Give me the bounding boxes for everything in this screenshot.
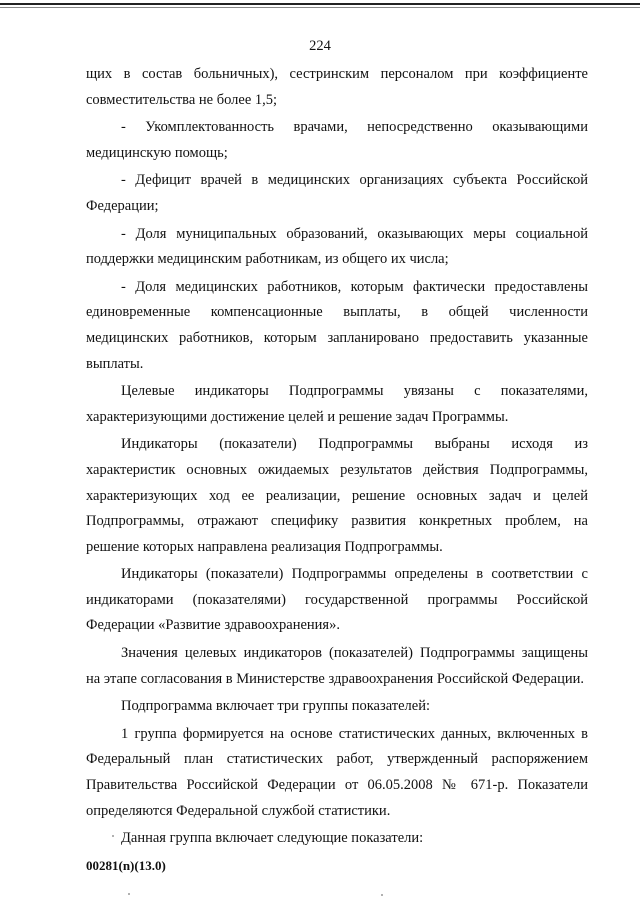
paragraph-group-one-list-intro: Данная группа включает следующие показатели:: [121, 830, 424, 847]
scan-speck: [112, 835, 114, 837]
list-item-municipal-share: - Доля муниципальных образований, оказывающих меры социальной поддержки медицинским работникам, из общего их числа;: [86, 225, 588, 268]
paragraph-target-indicators: Целевые индикаторы Подпрограммы увязаны с показателями, характеризующими достижение целей и решение задач Программы.: [86, 383, 588, 425]
document-body: [86, 62, 588, 852]
paragraph-continuation: щих в состав больничных), сестринским персоналом при коэффициенте совместительства не более 1,5;: [86, 66, 588, 108]
paragraph-indicator-definition: Индикаторы (показатели) Подпрограммы определены в соответствии с индикаторами (показателями) государственной программы Российской Федерации «Развитие здравоохранения».: [86, 566, 588, 634]
paragraph-group-one: 1 группа формируется на основе статистических данных, включенных в Федеральный план статистических работ, утвержденный распоряжением Правительства Российской Федерации от 06.05.2008 № 671-р. Показатели определяются Федеральной службой статистики.: [86, 725, 588, 819]
list-item-compensation-share: - Доля медицинских работников, которым фактически предоставлены единовременные компенсационные выплаты, в общей численности медицинских работников, которым запланировано предоставить указанные выплаты.: [86, 278, 588, 372]
top-border-line: [0, 3, 640, 5]
document-code: 00281(n)(13.0): [86, 858, 166, 873]
list-item-doctor-deficit: - Дефицит врачей в медицинских организациях субъекта Российской Федерации;: [86, 172, 588, 214]
paragraph-groups-intro: Подпрограмма включает три группы показателей:: [121, 698, 431, 715]
page-number: 224: [309, 38, 331, 54]
scan-speck: [128, 893, 130, 895]
list-item-staffing: - Укомплектованность врачами, непосредственно оказывающими медицинскую помощь;: [86, 119, 588, 161]
paragraph-indicator-selection: Индикаторы (показатели) Подпрограммы выбраны исходя из характеристик основных ожидаемых результатов действия Подпрограммы, характеризующих ход ее реализации, решение основных задач и целей Подпрограммы, отражают специфику развития конкретных проблем, на решение которых направлена реализация Подпрограммы.: [86, 436, 588, 555]
paragraph-indicator-values: Значения целевых индикаторов (показателей) Подпрограммы защищены на этапе согласования в Министерстве здравоохранения Российской Федерации.: [86, 645, 588, 687]
scan-speck: [381, 894, 383, 896]
top-border-line-thin: [0, 7, 640, 8]
